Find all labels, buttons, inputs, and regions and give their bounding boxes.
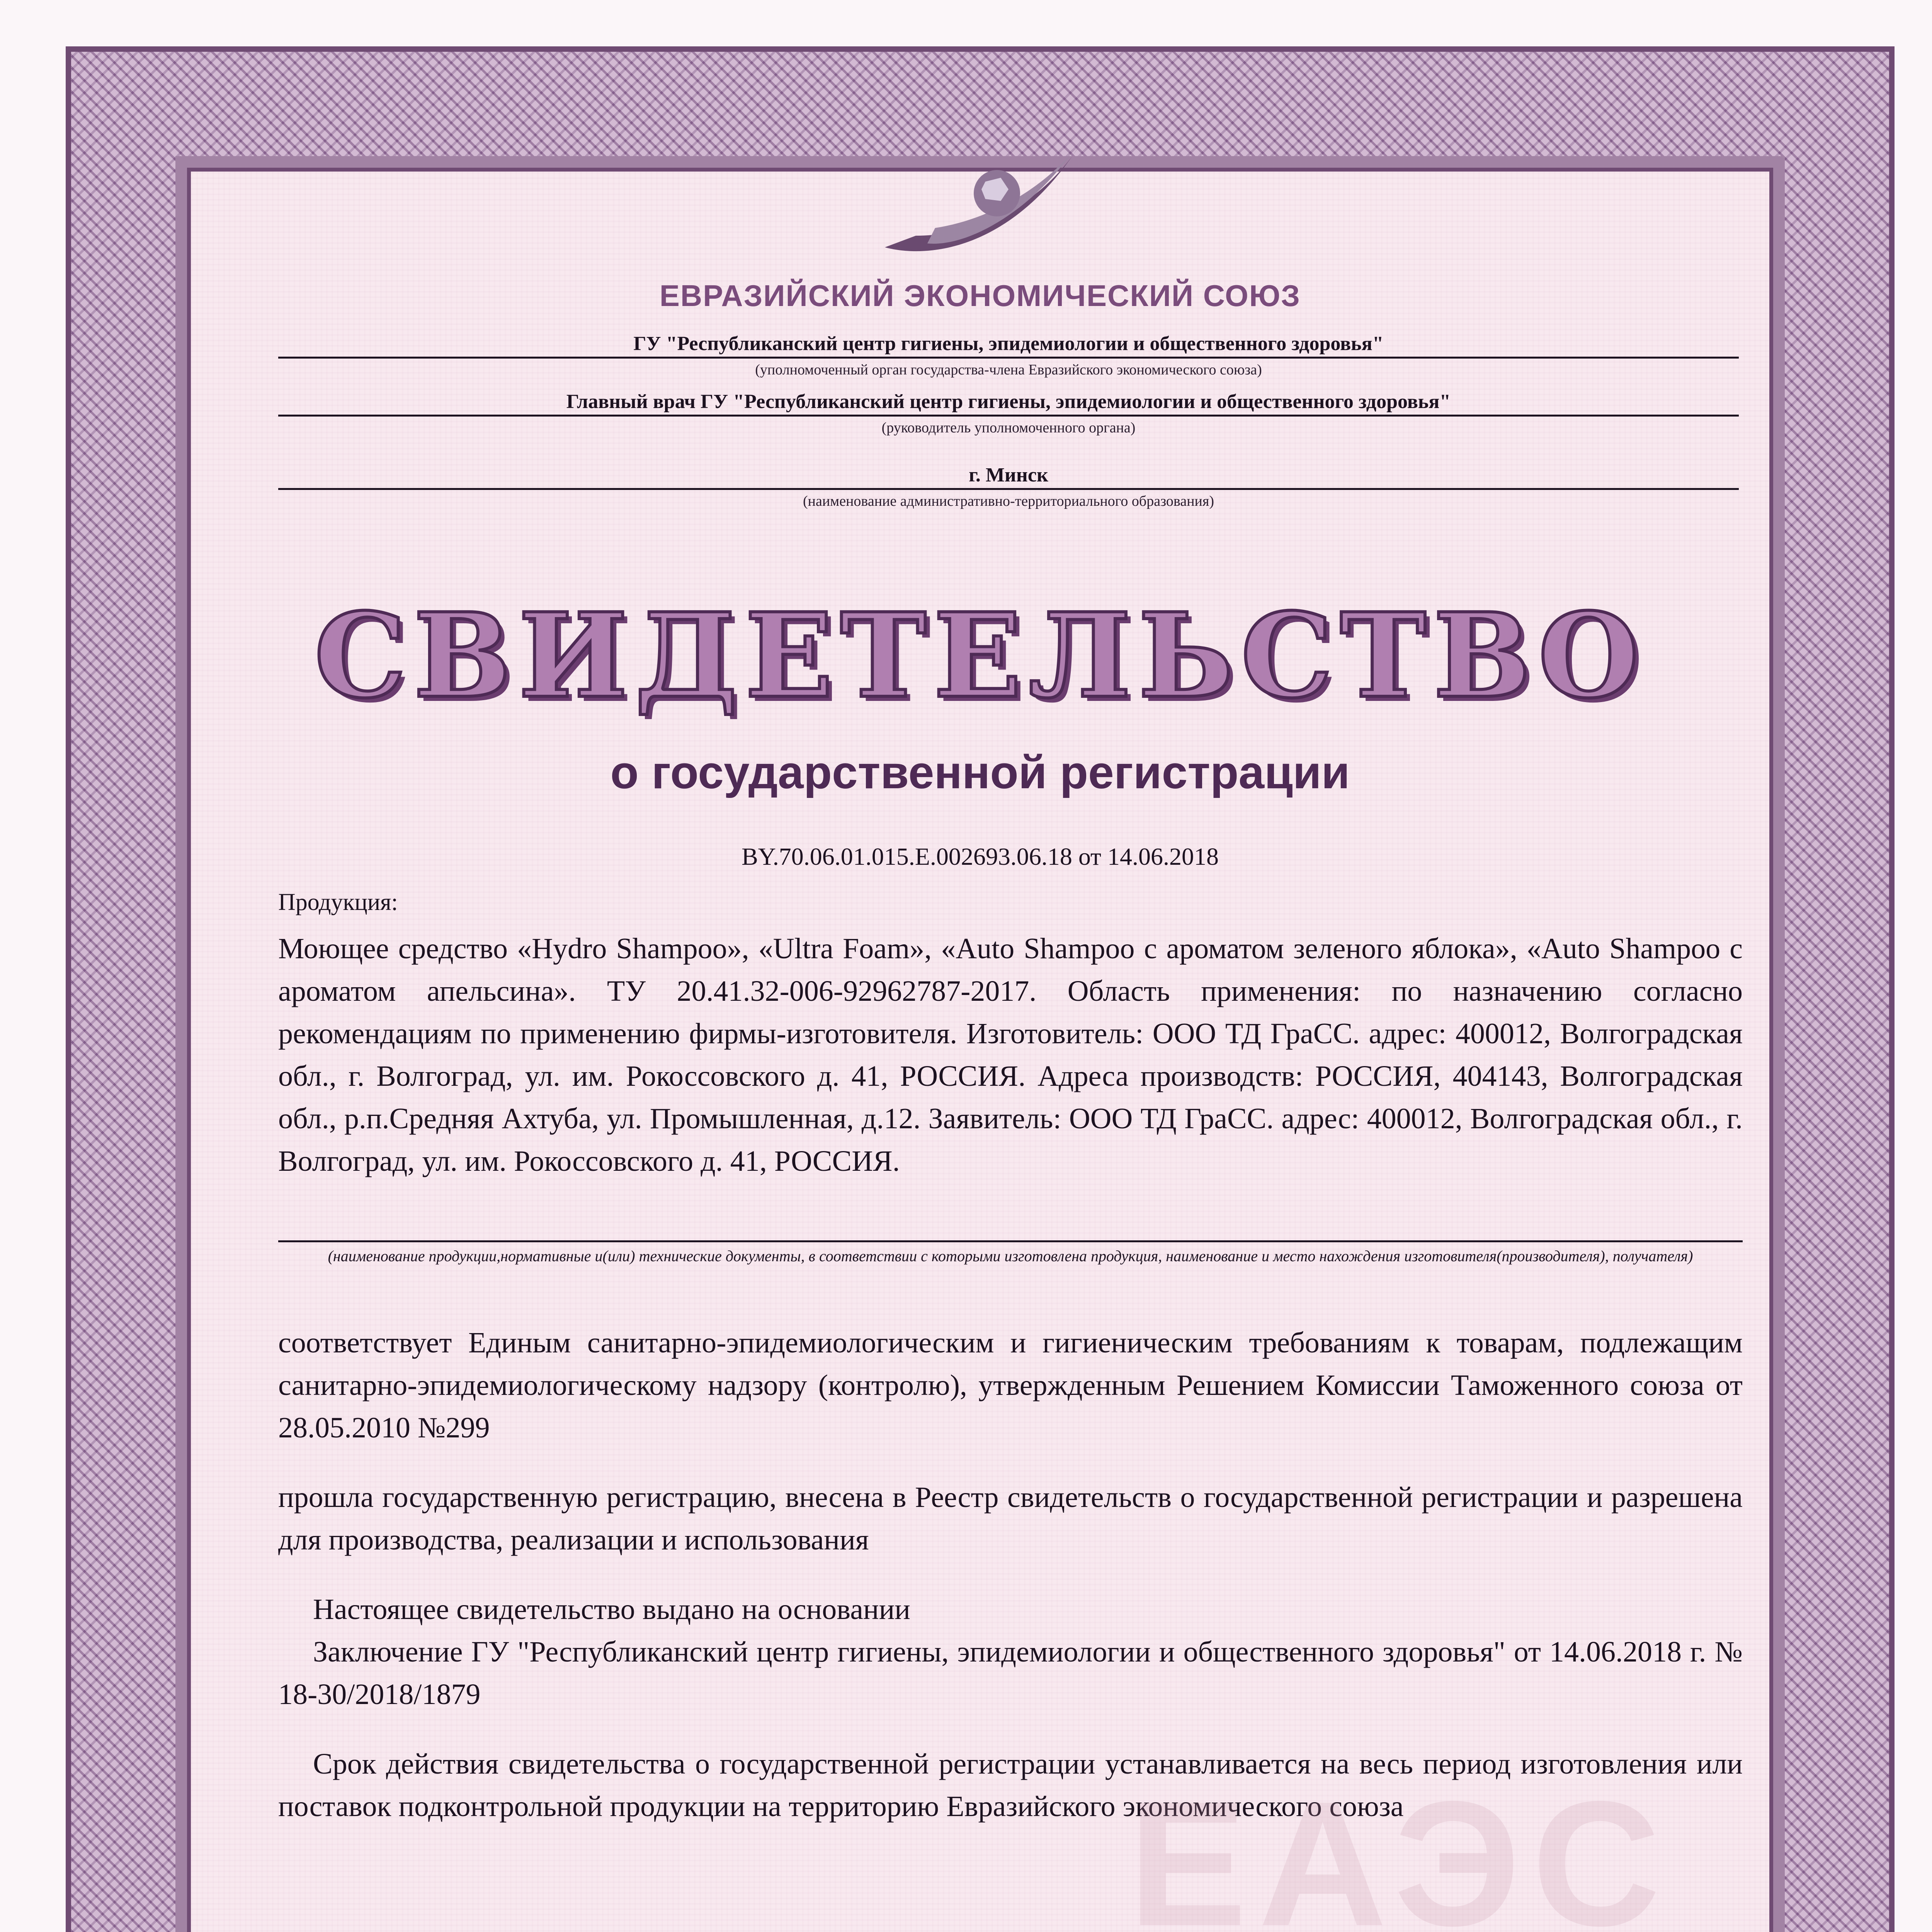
eaeu-logo-icon — [869, 120, 1109, 267]
product-label: Продукция: — [278, 889, 398, 915]
basis-intro: Настоящее свидетельство выдано на основании — [313, 1593, 910, 1626]
product-caption: (наименование продукции,нормативные и(или) технические документы, в соответствии с которыми изготовлена продукция, наименование и место нахождения изготовителя(производителя), получателя) — [278, 1240, 1743, 1267]
basis-text: Заключение ГУ "Республиканский центр гигиены, эпидемиологии и общественного здоровья" от 14.06.2018 г. № 18-30/2018/1879 — [278, 1636, 1743, 1711]
union-name: ЕВРАЗИЙСКИЙ ЭКОНОМИЧЕСКИЙ СОЮЗ — [659, 279, 1301, 313]
authority-caption: (уполномоченный орган государства-члена Евразийского экономического союза) — [755, 362, 1262, 378]
validity-text: Срок действия свидетельства о государственной регистрации устанавливается на весь период изготовления или поставок подконтрольной продукции на территорию Евразийского экономического союза — [278, 1748, 1743, 1823]
eaeu-watermark: ЕАЭС — [1128, 1765, 1672, 1932]
head-title: Главный врач ГУ "Республиканский центр гигиены, эпидемиологии и общественного здоровья" — [278, 390, 1739, 417]
certificate-title: СВИДЕТЕЛЬСТВО — [314, 587, 1646, 724]
registration-text: прошла государственную регистрацию, внесена в Реестр свидетельств о государственной регистрации и разрешена для производства, реализации и использования — [278, 1481, 1743, 1556]
city-name: г. Минск — [278, 464, 1739, 490]
head-caption: (руководитель уполномоченного органа) — [881, 420, 1136, 436]
authority-name: ГУ "Республиканский центр гигиены, эпидемиологии и общественного здоровья" — [278, 332, 1739, 359]
compliance-text: соответствует Единым санитарно-эпидемиологическим и гигиеническим требованиям к товарам, подлежащим санитарно-эпидемиологическому надзору (контролю), утвержденным Решением Комиссии Таможенного союза от 28.05.2010 №299 — [278, 1327, 1743, 1444]
certificate-subtitle: о государственной регистрации — [610, 747, 1350, 798]
product-description: Моющее средство «Hydro Shampoo», «Ultra Foam», «Auto Shampoo с ароматом зеленого яблока», «Auto Shampoo с ароматом апельсина». ТУ 20.41.32-006-92962787-2017. Область применения: по назначению согласно рекомендациям по применению фирмы-изготовителя. Изготовитель: ООО ТД ГраСС. адрес: 400012, Волгоградская обл., г. Волгоград, ул. им. Рокоссовского д. 41, РОССИЯ. Адреса производств: РОССИЯ, 404143, Волгоградская обл., р.п.Средняя Ахтуба, ул. Промышленная, д.12. Заявитель: ООО ТД ГраСС. адрес: 400012, Волгоградская обл., г. Волгоград, ул. им. Рокоссовского д. 41, РОССИЯ. — [278, 932, 1743, 1177]
city-caption: (наименование административно-территориального образования) — [803, 493, 1214, 509]
registration-number: BY.70.06.01.015.E.002693.06.18 от 14.06.2018 — [742, 843, 1219, 870]
